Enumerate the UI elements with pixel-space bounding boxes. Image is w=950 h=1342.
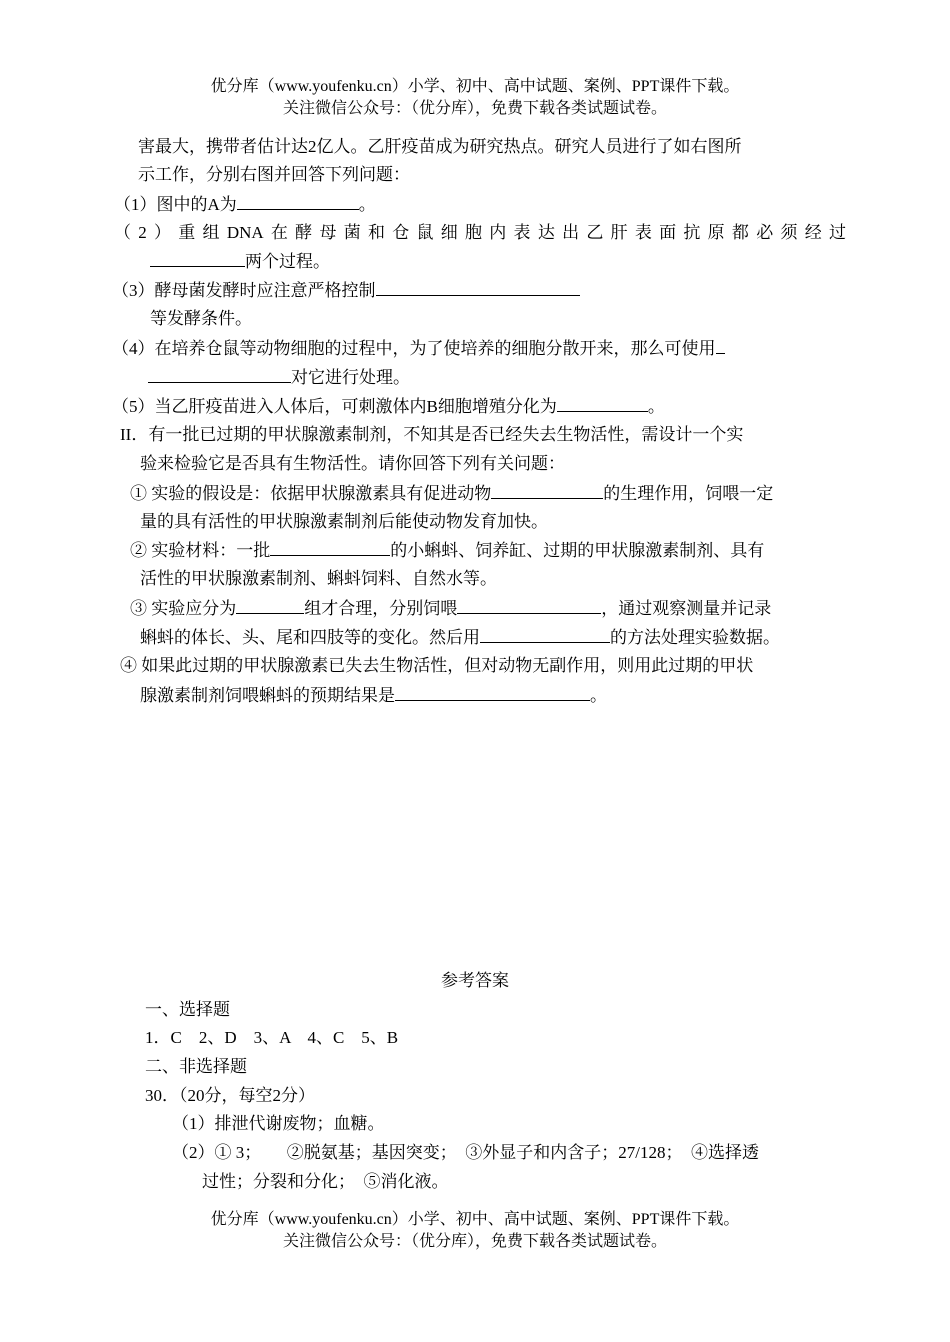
q2-step4-end: 。	[590, 686, 607, 705]
q2-step1-line1	[130, 480, 773, 507]
q2-step4-line1: ④ 如果此过期的甲状腺激素已失去生物活性，但对动物无副作用，则用此过期的甲状	[120, 656, 754, 675]
q1-part2-line2	[150, 248, 330, 275]
q1-part4-blank[interactable]	[148, 364, 291, 383]
q1-part1-text: （1）图中的A为	[114, 195, 237, 214]
q1-part3-blank[interactable]	[376, 277, 580, 296]
answers-choices: 1．C 2、D 3、A 4、C 5、B	[145, 1028, 399, 1047]
q1-part3-line1	[112, 277, 580, 304]
q1-part2-blank[interactable]	[150, 248, 245, 267]
q1-part1-end: 。	[358, 195, 376, 214]
q1-part4-text: （4）在培养仓鼠等动物细胞的过程中，为了使培养的细胞分散开来，那么可使用	[112, 339, 716, 358]
answers-q30: 30．（20分，每空2分）	[145, 1086, 315, 1105]
answers-section1: 一、选择题	[145, 1000, 230, 1019]
q2-step2-line2: 活性的甲状腺激素制剂、蝌蚪饲料、自然水等。	[140, 569, 497, 588]
page-footer-line2: 关注微信公众号：（优分库），免费下载各类试题试卷。	[282, 1233, 667, 1250]
q2-step2-text: ② 实验材料：一批	[130, 541, 271, 560]
q1-part5	[112, 393, 665, 420]
q2-step4-text: 腺激素制剂饲喂蝌蚪的预期结果是	[140, 686, 395, 705]
page-header-line2: 关注微信公众号：（优分库），免费下载各类试题试卷。	[282, 100, 667, 117]
q2-intro-line1: II．有一批已过期的甲状腺激素制剂，不知其是否已经失去生物活性，需设计一个实	[120, 425, 744, 444]
q2-step1-line2: 量的具有活性的甲状腺激素制剂后能使动物发育加快。	[140, 512, 548, 531]
answers-a2-line1: （2）① 3； ②脱氨基；基因突变； ③外显子和内含子；27/128； ④选择透	[172, 1143, 759, 1162]
q1-part3-line2: 等发酵条件。	[150, 309, 252, 328]
q1-part4-blank-start	[716, 335, 725, 354]
q2-step4-blank[interactable]	[395, 682, 590, 701]
q2-step3-line2	[140, 624, 780, 651]
q1-part3-text: （3）酵母菌发酵时应注意严格控制	[112, 281, 376, 300]
q2-step3-text: ③ 实验应分为	[130, 599, 237, 618]
q1-part4-line1	[112, 335, 725, 362]
answers-section2: 二、非选择题	[145, 1057, 247, 1076]
q1-part1	[114, 191, 376, 218]
q2-step1-blank[interactable]	[491, 480, 603, 499]
answers-a1: （1）排泄代谢废物；血糖。	[172, 1114, 385, 1133]
q1-part2-text: （2）重组DNA在酵母菌和仓鼠细胞内表达出乙肝表面抗原都必须经过	[114, 223, 846, 242]
answers-a2-line2: 过性；分裂和分化； ⑤消化液。	[202, 1172, 449, 1191]
page-footer-line1: 优分库（www.youfenku.cn）小学、初中、高中试题、案例、PPT课件下载。	[210, 1211, 740, 1228]
q2-step3-blank1[interactable]	[236, 595, 304, 614]
q2-step3-text3: ，通过观察测量并记录	[601, 599, 772, 618]
page-header-line1: 优分库（www.youfenku.cn）小学、初中、高中试题、案例、PPT课件下载。	[210, 78, 740, 95]
q1-intro-line2: 示工作，分别右图并回答下列问题：	[138, 165, 410, 184]
answers-title: 参考答案	[441, 971, 509, 990]
q2-step2-text2: 的小蝌蚪、饲养缸、过期的甲状腺激素制剂、具有	[390, 541, 765, 560]
q1-intro-line1: 害最大，携带者估计达2亿人。乙肝疫苗成为研究热点。研究人员进行了如右图所	[138, 137, 742, 156]
q1-part2-line1	[114, 220, 846, 246]
q2-step3-text4: 蝌蚪的体长、头、尾和四肢等的变化。然后用	[140, 628, 480, 647]
q1-part4-line2	[148, 364, 410, 391]
q2-intro-line2: 验来检验它是否具有生物活性。请你回答下列有关问题：	[140, 454, 565, 473]
q2-step3-blank3[interactable]	[480, 624, 610, 643]
q1-part4-end: 对它进行处理。	[291, 368, 410, 387]
q1-part5-end: 。	[647, 397, 665, 416]
q1-part5-blank[interactable]	[557, 393, 648, 412]
q2-step3-text2: 组才合理，分别饲喂	[304, 599, 458, 618]
q2-step1-text: ① 实验的假设是：依据甲状腺激素具有促进动物	[130, 484, 492, 503]
q1-part2-end: 两个过程。	[245, 252, 330, 271]
q2-step2-blank[interactable]	[270, 537, 390, 556]
q2-step2-line1	[130, 537, 764, 564]
q2-step1-text2: 的生理作用，饲喂一定	[603, 484, 774, 503]
q1-part5-text: （5）当乙肝疫苗进入人体后，可刺激体内B细胞增殖分化为	[112, 397, 557, 416]
q2-step3-text5: 的方法处理实验数据。	[610, 628, 780, 647]
q2-step3-blank2[interactable]	[457, 595, 601, 614]
q1-part1-blank[interactable]	[237, 191, 359, 210]
q2-step4-line2	[140, 682, 607, 709]
q2-step3-line1	[130, 595, 771, 622]
